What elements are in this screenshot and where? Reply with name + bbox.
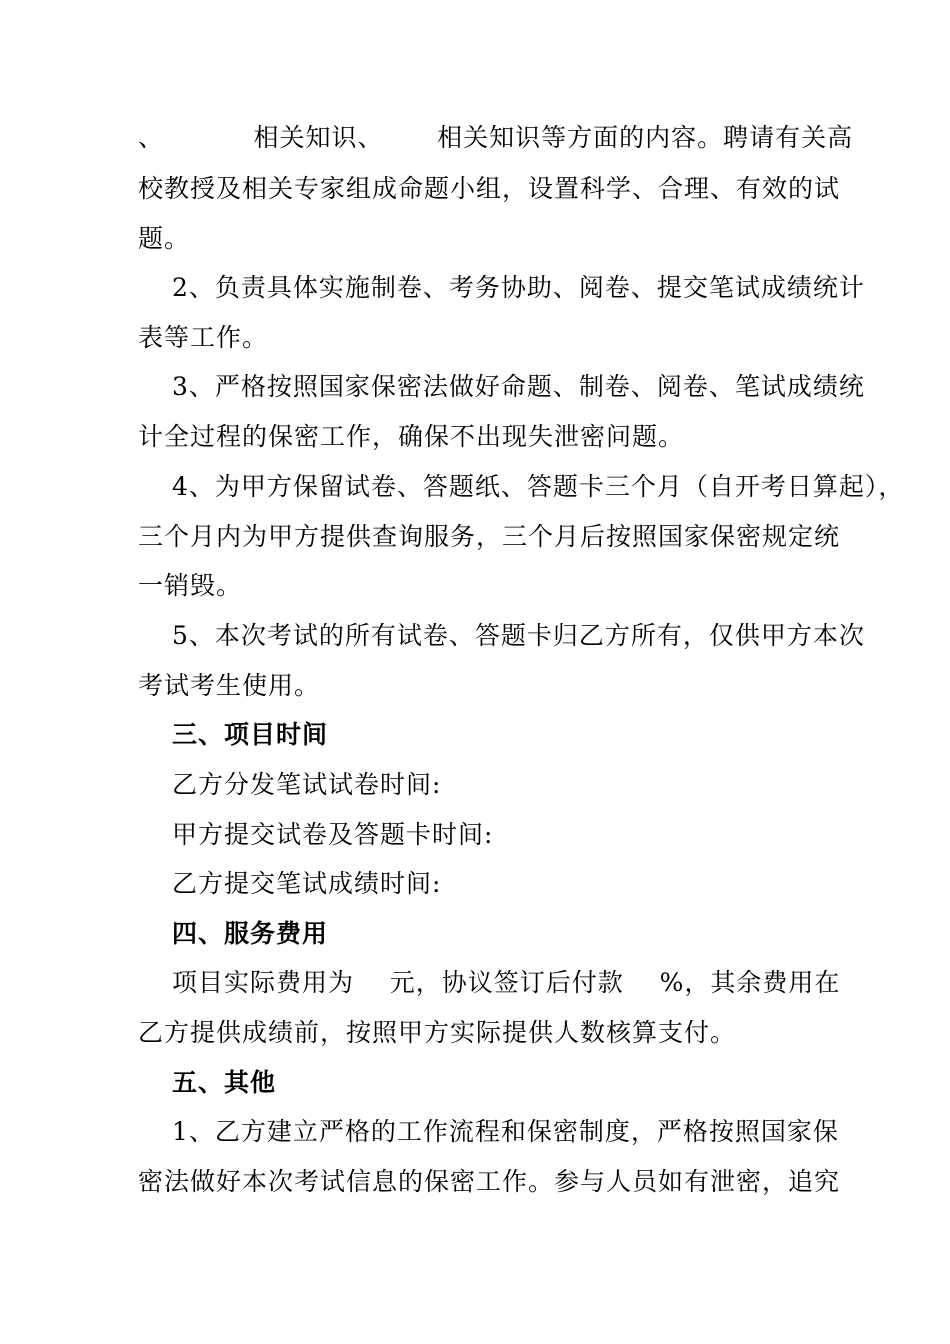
text-line: 乙方提交笔试成绩时间:	[172, 869, 442, 898]
text-line: 项目实际费用为 元，协议签订后付款 %，其余费用在	[172, 968, 841, 997]
text-line: 校教授及相关专家组成命题小组，设置科学、合理、有效的试	[138, 174, 841, 203]
text-line: 题。	[138, 224, 191, 253]
text-line: 4、为甲方保留试卷、答题纸、答题卡三个月（自开考日算起），	[172, 472, 905, 501]
text-line: 3、严格按照国家保密法做好命题、制卷、阅卷、笔试成绩统	[172, 372, 865, 401]
text-line: 三个月内为甲方提供查询服务，三个月后按照国家保密规定统	[138, 522, 841, 551]
text-line: 一销毁。	[138, 571, 243, 600]
text-line: 2、负责具体实施制卷、考务协助、阅卷、提交笔试成绩统计	[172, 273, 865, 302]
text-line: 计全过程的保密工作，确保不出现失泄密问题。	[138, 422, 685, 451]
text-line: 乙方提供成绩前，按照甲方实际提供人数核算支付。	[138, 1018, 737, 1047]
text-line: 、 相关知识、 相关知识等方面的内容。聘请有关高	[138, 123, 854, 152]
section-heading: 三、项目时间	[172, 720, 329, 749]
text-line: 乙方分发笔试试卷时间:	[172, 770, 442, 799]
section-heading: 四、服务费用	[172, 919, 329, 948]
text-line: 考试考生使用。	[138, 671, 321, 700]
text-line: 密法做好本次考试信息的保密工作。参与人员如有泄密，追究	[138, 1167, 841, 1196]
section-heading: 五、其他	[172, 1068, 277, 1097]
text-line: 甲方提交试卷及答题卡时间:	[172, 820, 494, 849]
text-line: 1、乙方建立严格的工作流程和保密制度，严格按照国家保	[172, 1117, 839, 1146]
text-line: 表等工作。	[138, 323, 269, 352]
text-line: 5、本次考试的所有试卷、答题卡归乙方所有，仅供甲方本次	[172, 621, 865, 650]
